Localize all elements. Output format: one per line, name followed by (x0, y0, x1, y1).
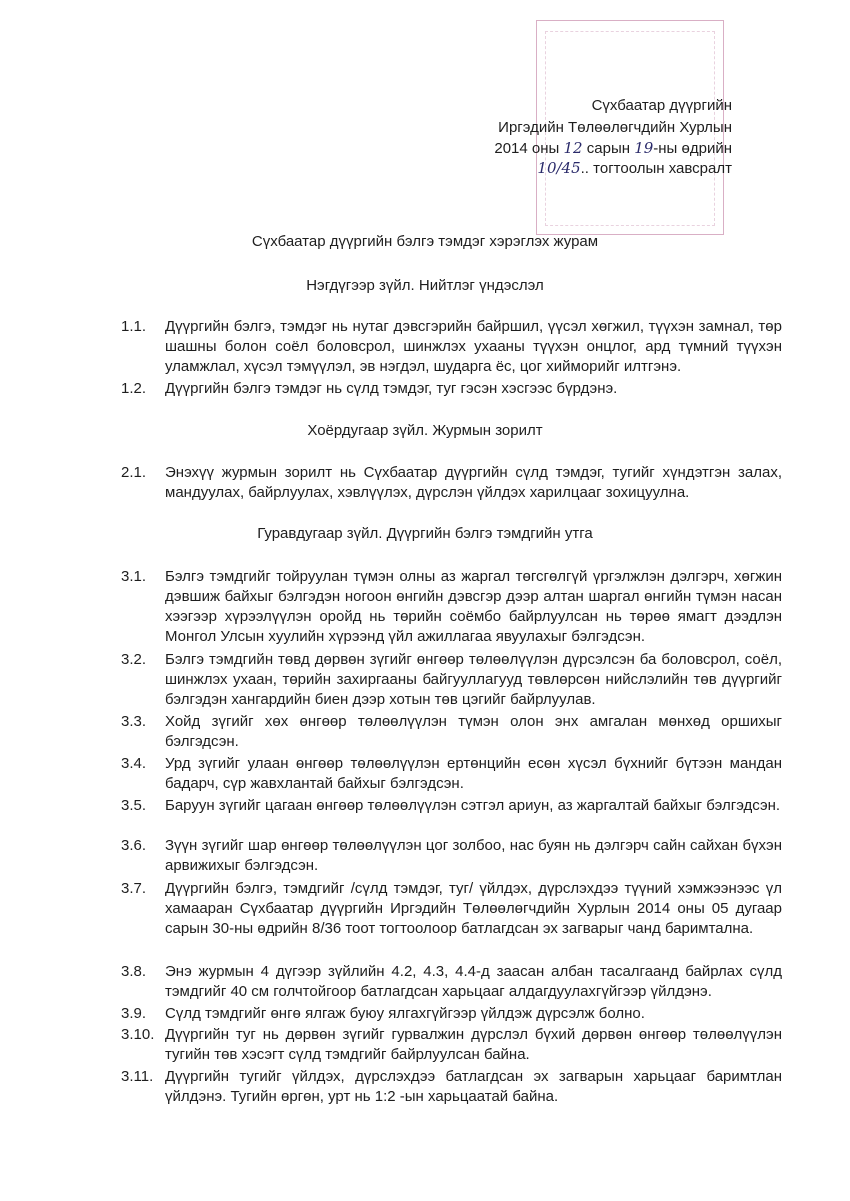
clause-number-3-11: 3.11. (121, 1068, 154, 1085)
section-title-1: Нэгдүгээр зүйл. Нийтлэг үндэслэл (306, 277, 544, 294)
clause-number-3-3: 3.3. (121, 713, 147, 730)
header-line-resolution: 10/45.. тогтоолын хавсралт (537, 159, 732, 177)
clause-number-3-2: 3.2. (121, 651, 147, 668)
date-year: 2014 оны (494, 140, 560, 157)
clause-text-3-10: Дүүргийн туг нь дөрвөн зүгийг гурвалжин дүрслэл бүхий дөрвөн өнгөөр төлөөлүүлэн тугийн төв хэсэгт сүлд тэмдгийг байрлуулсан байна. (165, 1026, 782, 1063)
clause-text-3-3: Хойд зүгийг хөх өнгөөр төлөөлүүлэн түмэн олон энх амгалан мөнхөд оршихыг бэлгэдсэн. (165, 713, 782, 750)
clause-number-2-1: 2.1. (121, 464, 147, 481)
date-month-handwritten: 12 (563, 139, 583, 157)
date-month-word: сарын (586, 140, 631, 157)
header-line-council: Иргэдийн Төлөөлөгчдийн Хурлын (498, 119, 732, 136)
header-line-date (494, 139, 732, 158)
clause-text-3-7: Дүүргийн бэлгэ, тэмдгийг /сүлд тэмдэг, туг/ үйлдэх, дүрслэхдээ түүний хэмжээнээс үл хамааран Сүхбаатар дүүргийн Иргэдийн Төлөөлөгчдийн Хурлын 2014 оны 05 дугаар сарын 30-ны өдрийн 8/36 тоот тогтоолоор батлагдсан эх загварыг чанд баримтална. (165, 880, 782, 937)
clause-number-3-4: 3.4. (121, 755, 147, 772)
clause-text-3-8: Энэ журмын 4 дүгээр зүйлийн 4.2, 4.3, 4.4-д заасан албан тасалгаанд байрлах сүлд тэмдгийг 40 см голчтойгоор батлагдсан харьцааг алдагдуулахгүйгээр үйлдэнэ. (165, 963, 782, 1000)
clause-number-1-2: 1.2. (121, 380, 147, 397)
clause-text-3-9: Сүлд тэмдгийг өнгө ялгаж буюу ялгахгүйгээр үйлдэж дүрсэлж болно. (165, 1005, 645, 1022)
resolution-label: тогтоолын хавсралт (593, 160, 732, 177)
clause-number-3-8: 3.8. (121, 963, 147, 980)
clause-text-3-2: Бэлгэ тэмдгийн төвд дөрвөн зүгийг өнгөөр төлөөлүүлэн дүрсэлсэн ба боловсрол, соёл, шинжлэх ухаан, төрийн захиргааны байгууллагууд төвлөрсөн нийслэлийн төв дүүргийг бэлгэдэн хангардийн биен дээр хотын төв цэгийг байрлуулав. (165, 651, 782, 708)
clause-number-3-5: 3.5. (121, 797, 147, 814)
clause-number-3-7: 3.7. (121, 880, 147, 897)
header-line-district: Сүхбаатар дүүргийн (591, 97, 732, 114)
date-day-handwritten: 19 (634, 139, 654, 157)
clause-text-3-11: Дүүргийн тугийг үйлдэх, дүрслэхдээ батлагдсан эх загварын харьцааг баримтлан үйлдэнэ. Тугийн өргөн, урт нь 1:2 -ын харьцаатай байна. (165, 1068, 782, 1105)
resolution-number-handwritten: 10/45 (537, 159, 581, 177)
clause-text-1-2: Дүүргийн бэлгэ тэмдэг нь сүлд тэмдэг, туг гэсэн хэсгээс бүрдэнэ. (165, 380, 618, 397)
clause-text-3-5: Баруун зүгийг цагаан өнгөөр төлөөлүүлэн сэтгэл ариун, аз жаргалтай байхыг бэлгэдсэн. (165, 797, 781, 814)
clause-number-3-6: 3.6. (121, 837, 147, 854)
clause-number-1-1: 1.1. (121, 318, 147, 335)
clause-text-3-4: Урд зүгийг улаан өнгөөр төлөөлүүлэн ертөнцийн есөн хүсэл бүхнийг бүтээн мандан бадарч, сүр жавхлантай байхыг бэлгэдсэн. (165, 755, 782, 792)
clause-text-3-1: Бэлгэ тэмдгийг тойруулан түмэн олны аз жаргал төгсгөлгүй үргэлжлэн дэлгэрч, хөгжин дэвшиж байхыг бэлгэдэн ногоон өнгийн дэвсгэр дээр алтан шаргал өнгийн түмэн насан хээгээр хүрээлүүлэн оройд нь төрийн соёмбо байрлуулсан нь төрөө ямагт дээдлэн Монгол Улсын хуулийн хүрээнд үйл ажиллагаа явуулахыг бэлгэдсэн. (165, 568, 782, 645)
clause-number-3-10: 3.10. (121, 1026, 155, 1043)
clause-text-1-1: Дүүргийн бэлгэ, тэмдэг нь нутаг дэвсгэрийн байршил, үүсэл хөгжил, түүхэн замнал, төр шашны болон соёл боловсрол, шинжлэх ухааны түүхэн онцлог, ард түмний түүхэн уламжлал, хүсэл тэмүүлэл, эв нэгдэл, шударга ёс, цог хийморийг илтгэнэ. (165, 318, 782, 375)
document-title: Сүхбаатар дүүргийн бэлгэ тэмдэг хэрэглэх журам (251, 233, 599, 250)
clause-text-2-1: Энэхүү журмын зорилт нь Сүхбаатар дүүргийн сүлд тэмдэг, тугийг хүндэтгэн залах, мандуулах, байрлуулах, хэвлүүлэх, дүрслэн үйлдэх харилцааг зохицуулна. (165, 464, 782, 501)
clause-number-3-9: 3.9. (121, 1005, 147, 1022)
section-title-2: Хоёрдугаар зүйл. Журмын зорилт (307, 422, 543, 439)
clause-text-3-6: Зүүн зүгийг шар өнгөөр төлөөлүүлэн цог золбоо, нас буян нь дэлгэрч сайн сайхан бүхэн арвижихыг бэлгэдсэн. (165, 837, 782, 874)
clause-number-3-1: 3.1. (121, 568, 147, 585)
date-day-suffix: -ны өдрийн (653, 140, 732, 157)
section-title-3: Гуравдугаар зүйл. Дүүргийн бэлгэ тэмдгийн утга (257, 525, 593, 542)
